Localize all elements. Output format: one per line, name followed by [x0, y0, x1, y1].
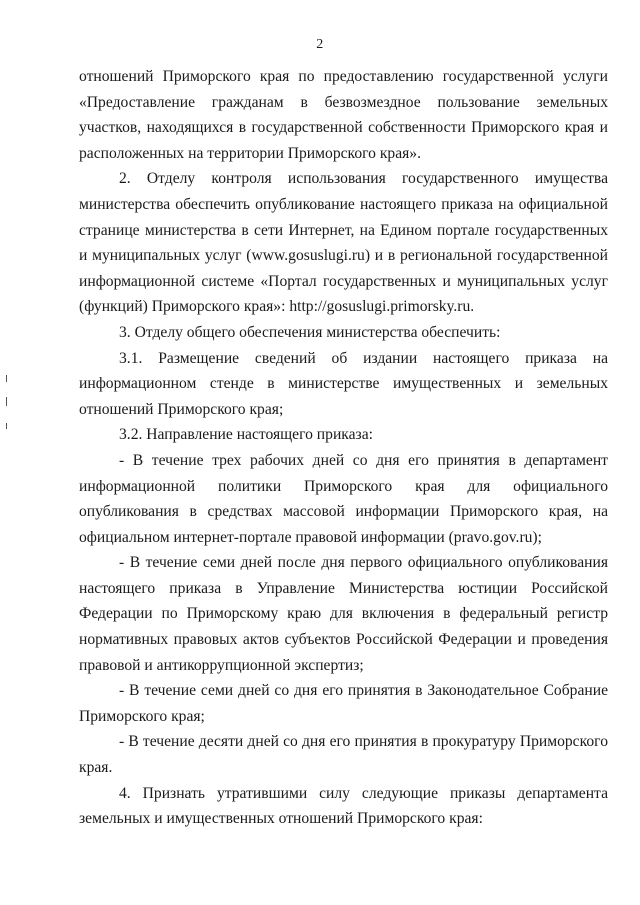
list-item-legislative-assembly: - В течение семи дней со дня его принятия в Законодательное Собрание Приморского края; — [79, 682, 608, 725]
document-body — [79, 64, 608, 832]
list-item-department: - В течение трех рабочих дней со дня его принятия в департамент информационной политики Приморского края для официального опубликования в средствах массовой информации Приморского края, на официальном интернет-портале правовой информации (pravo.gov.ru); — [79, 451, 608, 546]
page-number: 2 — [316, 37, 324, 52]
scan-margin-marks — [6, 375, 12, 435]
paragraph-1: отношений Приморского края по предоставлению государственной услуги «Предоставление гражданам в безвозмездное пользование земельных участков, находящихся в государственной собственности Приморского края и расположенных на территории Приморского края». — [79, 68, 608, 162]
paragraph-2: 2. Отделу контроля использования государственного имущества министерства обеспечить опубликование настоящего приказа на официальной странице министерства в сети Интернет, на Едином портале государственных и муниципальных услуг (www.gosuslugi.ru) и в региональной государственной информационной системе «Портал государственных и муниципальных услуг (функций) Приморского края»: http://gosuslugi.primorsky.ru. — [79, 170, 608, 316]
paragraph-3-2: 3.2. Направление настоящего приказа: — [119, 426, 373, 444]
list-item-ministry-justice: - В течение семи дней после дня первого официального опубликования настоящего приказа в Управление Министерства юстиции Российской Федерации по Приморскому краю для включения в федеральный регистр нормативных правовых актов субъектов Российской Федерации и проведения правовой и антикоррупционной экспертиз; — [79, 554, 608, 674]
list-item-prosecutor: - В течение десяти дней со дня его принятия в прокуратуру Приморского края. — [79, 733, 608, 777]
paragraph-3: 3. Отделу общего обеспечения министерства обеспечить: — [119, 323, 501, 341]
paragraph-4: 4. Признать утратившими силу следующие приказы департамента земельных и имущественных отношений Приморского края: — [79, 784, 608, 828]
paragraph-3-1: 3.1. Размещение сведений об издании настоящего приказа на информационном стенде в министерстве имущественных и земельных отношений Приморского края; — [79, 349, 608, 418]
